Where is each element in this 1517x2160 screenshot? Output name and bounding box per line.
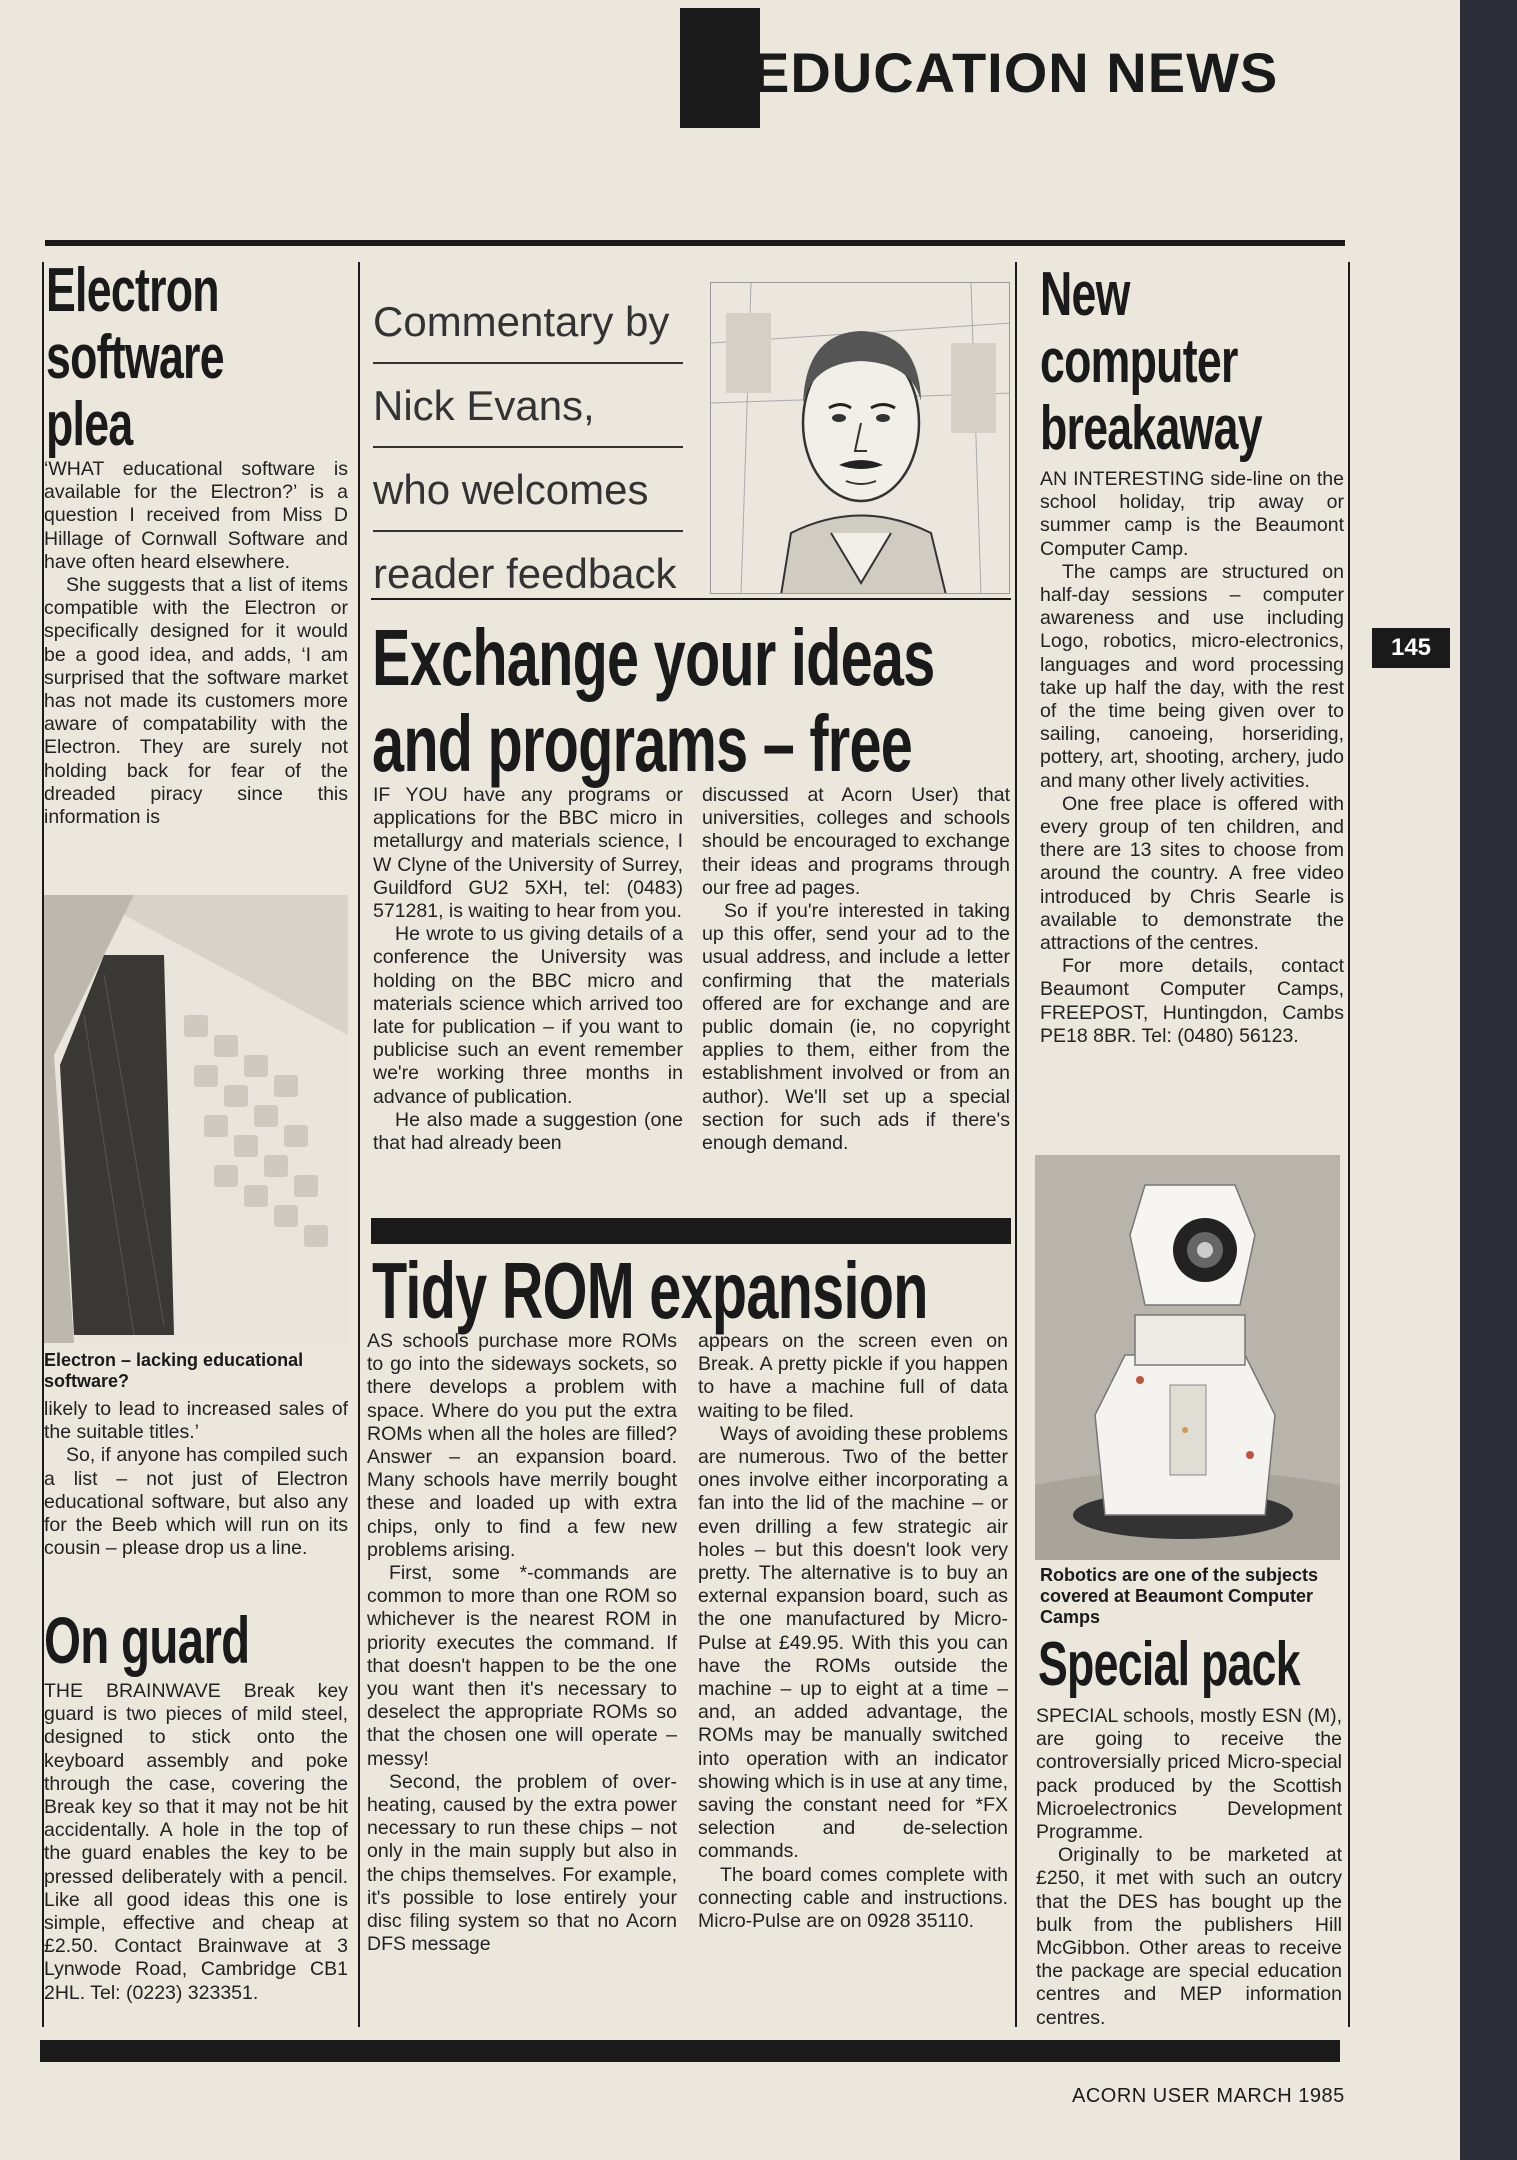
column-divider [1348,262,1350,2027]
paragraph: So, if anyone has compiled such a list – not just of Electron educational software, but also any for the Beeb which will run on its cousin – please drop us a line. [44,1444,348,1560]
paragraph: appears on the screen even on Break. A pretty pickle if you happen to have a machine full of data waiting to be filed. [698,1330,1008,1422]
section-title: EDUCATION NEWS [752,41,1279,104]
paragraph: She suggests that a list of items compatible with the Electron or specifically designed for it would be a good idea, and adds, ‘I am surprised that the software market has not made its customers more aware of compatability with the Electron. They are surely not holding back for fear of the dreaded piracy since this information is [44,574,348,829]
electron-caption: Electron – lacking educational software? [44,1350,304,1391]
electron-body-bottom [44,1398,348,1588]
paragraph: The camps are structured on half-day sessions – computer awareness and use including Logo, robotics, micro-electronics, languages and word processing take up half the day, with the rest of the time being given over to sailing, canoeing, horseriding, pottery, art, shooting, archery, judo and many other lively activities. [1040,560,1344,792]
headline-line: breakaway [1040,393,1262,463]
paragraph: He also made a suggestion (one that had already been [373,1108,683,1155]
commentary-line: reader feedback [373,550,677,597]
paragraph: likely to lead to increased sales of the suitable titles.’ [44,1398,348,1444]
headline-line: software [46,322,224,392]
tidyrom-col1 [367,1330,677,2030]
commentary-line: who welcomes [373,448,683,532]
column-divider [1015,262,1017,2027]
bottom-rule [40,2040,1340,2062]
breakaway-headline [1040,262,1328,463]
portrait-illustration [711,283,1010,594]
page-footer: ACORN USER MARCH 1985 [1072,2085,1345,2107]
section-bar [371,1218,1011,1244]
headline-line: Electron [46,256,219,325]
specialpack-body [1036,1705,1342,2030]
paragraph: First, some *-commands are common to more than one ROM so whichever is the nearest ROM in priority executes the command. If that doesn't happen to be the one you want then it's necessary to deselect the appropriate ROMs so that the chosen one will operate – messy! [367,1562,677,1770]
paragraph: AN INTERESTING side-line on the school holiday, trip away or summer camp is the Beaumont Computer Camp. [1040,468,1344,560]
paragraph: Originally to be marketed at £250, it met with such an outcry that the DES has bought up the bulk from the publishers Hill McGibbon. Other areas to receive the package are special education centres and MEP information centres. [1036,1844,1342,2029]
paragraph: SPECIAL schools, mostly ESN (M), are going to receive the controversially priced Micro-special pack produced by the Scottish Microelectronics Development Programme. [1036,1705,1342,1844]
headline-line: Exchange your ideas [372,613,935,702]
paragraph: Ways of avoiding these problems are numerous. Two of the better ones involve either incorporating a fan into the lid of the machine – or even drilling a few strategic air holes – but this doesn't look very pretty. The alternative is to buy an external expansion board, such as the one manufactured by Micro-Pulse at £49.95. With this you can have the ROMs outside the machine – up to eight at a time – and, an added advantage, the ROMs may be manually switched into operation with an indicator showing which is in use at any time, saving the constant need for *FX selection and de-selection commands. [698,1422,1008,1863]
page-edge [1460,0,1517,2160]
breakaway-body [1040,468,1344,1143]
author-portrait [710,282,1010,594]
robot-caption: Robotics are one of the subjects covered at Beaumont Computer Camps [1040,1565,1319,1627]
paragraph: The board comes complete with connecting cable and instructions. Micro-Pulse are on 0928 35110. [698,1863,1008,1933]
robot-image [1035,1155,1340,1560]
robot-photo [1035,1155,1340,1560]
page-number-tab: 145 [1372,628,1450,668]
specialpack-headline: Special pack [1038,1630,1300,1699]
paragraph: He wrote to us giving details of a conference the University was holding on the BBC micro and materials science which arrived too late for publication – if you want to publicise such an event remember we're working three months in advance of publication. [373,923,683,1108]
tidyrom-col2 [698,1330,1008,2030]
paragraph: One free place is offered with every group of ten children, and there are 13 sites to choose from around the country. A free video introduced by Chris Searle is available to demonstrate the attractions of the centres. [1040,792,1344,955]
paragraph: IF YOU have any programs or applications for the BBC micro in metallurgy and materials science, I W Clyne of the University of Surrey, Guildford GU2 5XH, tel: (0483) 571281, is waiting to hear from you. [373,784,683,923]
column-divider [358,262,360,2027]
headline-line: New [1040,260,1130,329]
tidyrom-headline: Tidy ROM expansion [372,1246,928,1335]
headline-line: computer [1040,326,1238,396]
paragraph: AS schools purchase more ROMs to go into the sideways sockets, so there develops a problem with space. Where do you put the extra ROMs when all the holes are filled? Answer – an expansion board. Many schools have merrily bought these and loaded up with extra chips, only to find a few new problems arising. [367,1330,677,1561]
paragraph: So if you're interested in taking up this offer, send your ad to the usual address, and include a letter confirming that the materials offered are for exchange and are public domain (ie, no copyright applies to them, either from the establishment involved or from an author). We'll set up a special section for such ads if there's enough demand. [702,900,1010,1155]
electron-keyboard-image [44,895,348,1343]
paragraph: For more details, contact Beaumont Computer Camps, FREEPOST, Huntingdon, Cambs PE18 8BR. Tel: (0480) 56123. [1040,955,1344,1047]
onguard-body [44,1680,348,2025]
section-rule [371,598,1011,600]
electron-headline [46,258,305,459]
exchange-col1 [373,784,683,1204]
top-rule [45,240,1345,246]
paragraph: Second, the problem of over-heating, caused by the extra power necessary to run these chips – not only in the main supply but also in the chips themselves. For example, it's possible to lose entirely your disc filing system so that no Acorn DFS message [367,1770,677,1956]
commentary-box [373,280,683,616]
electron-keyboard-photo [44,895,348,1343]
exchange-col2 [702,784,1010,1204]
electron-body-top [44,458,348,878]
paragraph: THE BRAINWAVE Break key guard is two pieces of mild steel, designed to stick onto the keyboard assembly and poke through the case, covering the Break key so that it may not be hit accidentally. A hole in the top of the guard enables the key to be pressed deliberately with a pencil. Like all good ideas this one is simple, effective and cheap at £2.50. Contact Brainwave at 3 Lynwode Road, Cambridge CB1 2HL. Tel: (0223) 323351. [44,1680,348,2004]
paragraph: ‘WHAT educational software is available for the Electron?’ is a question I received from Miss D Hillage of Cornwall Software and have often heard elsewhere. [44,458,348,573]
paragraph: discussed at Acorn User) that universities, colleges and schools should be encouraged to exchange their ideas and programs through our free ad pages. [702,784,1010,899]
headline-line: plea [46,389,133,459]
commentary-line: Nick Evans, [373,364,683,448]
headline-line: and programs – free [372,699,913,789]
exchange-headline [372,615,1020,788]
onguard-headline: On guard [44,1603,250,1677]
commentary-line: Commentary by [373,280,683,364]
header-block [680,8,760,128]
